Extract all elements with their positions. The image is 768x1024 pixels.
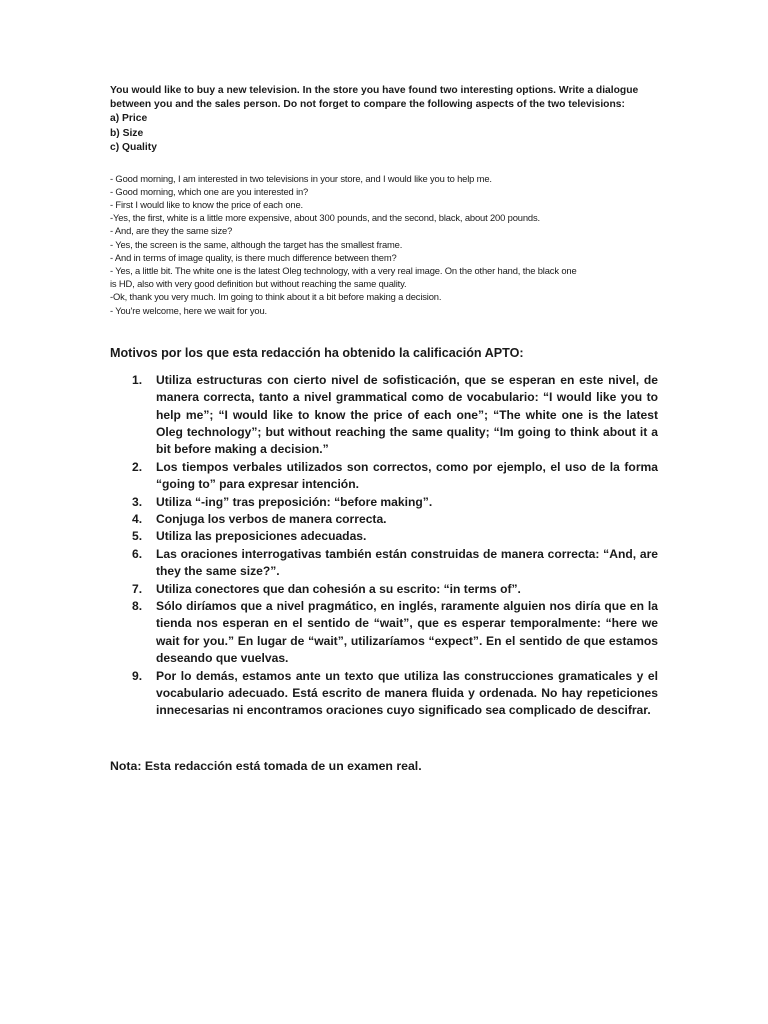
dialogue-line: - First I would like to know the price of each one. xyxy=(110,198,303,210)
dialogue-line: - And in terms of image quality, is there much difference between them? xyxy=(110,251,397,263)
reason-number: 1. xyxy=(132,372,143,387)
reason-number: 3. xyxy=(132,494,143,509)
dialogue-line: -Ok, thank you very much. Im going to think about it a bit before making a decision. xyxy=(110,291,442,303)
reason-item xyxy=(110,546,658,581)
note-label: Nota: xyxy=(110,758,142,773)
reason-text: Sólo diríamos que a nivel pragmático, en inglés, raramente alguien nos diría que en la tienda nos esperan en el sentido de “wait”, que es esperar temporalmente: “here we wait for you.” En lugar de “wait”, utilizaríamos “expect”. En el sentido de que estamos deseando que vuelvas. xyxy=(156,599,658,666)
reason-item xyxy=(110,598,658,668)
dialogue-line: - Yes, the screen is the same, although the target has the smallest frame. xyxy=(110,238,403,250)
reasons-list xyxy=(110,372,658,720)
aspect-price: a) Price xyxy=(110,113,148,124)
reason-text: Los tiempos verbales utilizados son correctos, como por ejemplo, el uso de la forma “going to” para expresar intención. xyxy=(156,459,658,492)
reason-number: 7. xyxy=(132,581,143,596)
reason-text: Conjuga los verbos de manera correcta. xyxy=(156,511,387,526)
exercise-prompt: You would like to buy a new television. In the store you have found two interesting options. Write a dialogue between you and the sales person. Do not forget to compare the following aspects of the two televisions: xyxy=(110,85,639,110)
reason-text: Utiliza las preposiciones adecuadas. xyxy=(156,529,367,544)
aspect-size: b) Size xyxy=(110,127,144,139)
reason-item xyxy=(110,494,658,511)
dialogue-line: - And, are they the same size? xyxy=(110,225,233,237)
dialogue-line: - Good morning, which one are you interested in? xyxy=(110,185,309,197)
reason-item xyxy=(110,528,658,545)
note xyxy=(110,758,658,774)
note-text: Esta redacción está tomada de un examen real. xyxy=(141,758,422,773)
reason-item xyxy=(110,668,658,720)
reason-text: Por lo demás, estamos ante un texto que utiliza las construcciones gramaticales y el vocabulario adecuado. Está escrito de manera fluida y ordenada. No hay repeticiones innecesarias ni encontramos oraciones cuyo significado sea complicado de descifrar. xyxy=(156,668,658,718)
dialogue xyxy=(110,172,658,317)
reason-item xyxy=(110,511,658,528)
motivos-heading: Motivos por los que esta redacción ha obtenido la calificación APTO: xyxy=(110,345,524,360)
reason-text: Las oraciones interrogativas también están construidas de manera correcta: “And, are they the same size?”. xyxy=(156,546,658,579)
dialogue-line: is HD, also with very good definition but without reaching the same quality. xyxy=(110,278,407,290)
reason-text: Utiliza estructuras con cierto nivel de sofisticación, que se esperan en este nivel, de manera correcta, tanto a nivel grammatical como de vocabulario: “I would like you to help me”; “I would like to know the price of each one”; “The white one is the latest Oleg technology”; but without reaching the same quality; “Im going to think about it a bit before making a decision.” xyxy=(156,372,658,457)
reason-number: 5. xyxy=(132,529,143,544)
dialogue-line: -Yes, the first, white is a little more expensive, about 300 pounds, and the second, black, about 200 pounds. xyxy=(110,212,540,224)
reason-text: Utiliza conectores que dan cohesión a su escrito: “in terms of”. xyxy=(156,581,521,596)
document-body xyxy=(110,84,658,774)
reason-text: Utiliza “-ing” tras preposición: “before making”. xyxy=(156,494,433,509)
dialogue-line: - Yes, a little bit. The white one is the latest Oleg technology, with a very real image. On the other hand, the black one xyxy=(110,264,577,276)
reason-number: 6. xyxy=(132,546,143,561)
dialogue-line: - You're welcome, here we wait for you. xyxy=(110,304,267,316)
reason-item xyxy=(110,581,658,598)
reason-number: 8. xyxy=(132,599,143,614)
reason-number: 9. xyxy=(132,668,143,683)
aspect-quality: c) Quality xyxy=(110,142,157,153)
comparison-aspects-list xyxy=(110,112,658,156)
dialogue-line: - Good morning, I am interested in two televisions in your store, and I would like you to help me. xyxy=(110,172,492,184)
reason-item xyxy=(110,459,658,494)
reason-number: 4. xyxy=(132,511,143,526)
reason-number: 2. xyxy=(132,459,143,474)
reason-item xyxy=(110,372,658,459)
